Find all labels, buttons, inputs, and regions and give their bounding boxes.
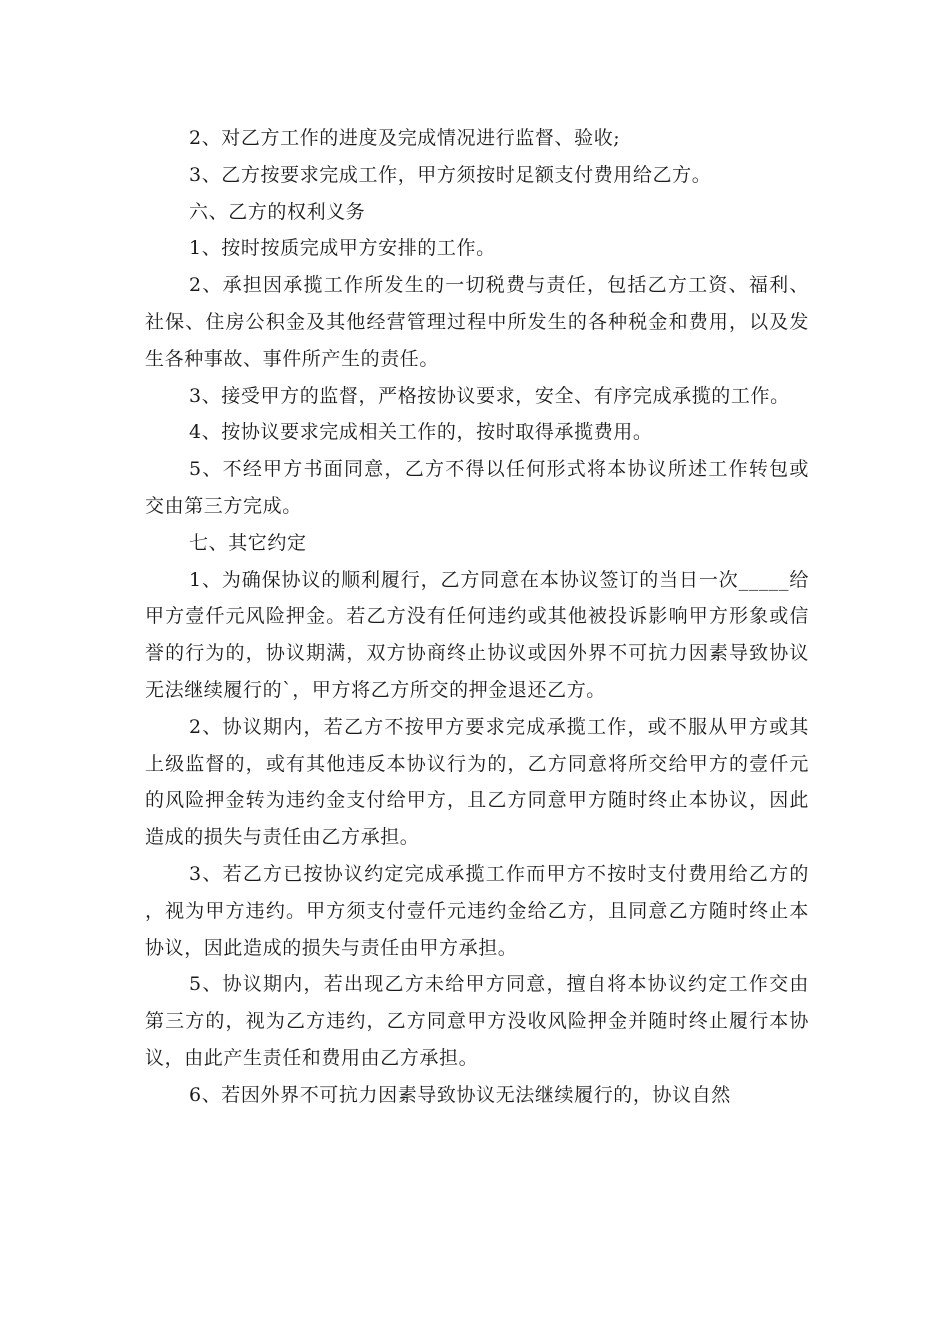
paragraph-clause-1-work-quality: 1、按时按质完成甲方安排的工作。 [189,237,496,260]
paragraph-clause-3-breach-party-a: 3、若乙方已按协议约定完成承揽工作而甲方不按时支付费用给乙方的，视为甲方违约。甲方须支付壹仟元违约金给乙方，且同意乙方随时终止本协议，因此造成的损失与责任由甲方承担。 [145,862,809,959]
paragraph-clause-3-payment: 3、乙方按要求完成工作，甲方须按时足额支付费用给乙方。 [189,163,712,186]
paragraph-clause-3-accept-supervision: 3、接受甲方的监督，严格按协议要求，安全、有序完成承揽的工作。 [189,384,790,407]
document-body [145,120,809,1114]
paragraph-clause-4-receive-fees: 4、按协议要求完成相关工作的，按时取得承揽费用。 [189,421,653,444]
paragraph-clause-2-breach-party-b: 2、协议期内，若乙方不按甲方要求完成承揽工作，或不服从甲方或其上级监督的，或有其他违反本协议行为的，乙方同意将所交给甲方的壹仟元的风险押金转为违约金支付给甲方，且乙方同意甲方随时终止本协议，因此造成的损失与责任由乙方承担。 [145,715,809,849]
paragraph-clause-5-third-party: 5、协议期内，若出现乙方未给甲方同意，擅自将本协议约定工作交由第三方的，视为乙方违约，乙方同意甲方没收风险押金并随时终止履行本协议，由此产生责任和费用由乙方承担。 [145,973,809,1069]
section-heading-party-b-rights: 六、乙方的权利义务 [189,200,366,223]
paragraph-clause-6-force-majeure: 6、若因外界不可抗力因素导致协议无法继续履行的，协议自然 [189,1083,731,1106]
paragraph-clause-1-deposit: 1、为确保协议的顺利履行，乙方同意在本协议签订的当日一次_____给甲方壹仟元风险押金。若乙方没有任何违约或其他被投诉影响甲方形象或信誉的行为的，协议期满，双方协商终止协议或因外界不可抗力因素导致协议无法继续履行的`，甲方将乙方所交的押金退还乙方。 [145,568,809,701]
paragraph-clause-2-taxes-liability: 2、承担因承揽工作所发生的一切税费与责任，包括乙方工资、福利、社保、住房公积金及其他经营管理过程中所发生的各种税金和费用，以及发生各种事故、事件所产生的责任。 [145,274,809,370]
paragraph-clause-2-supervision: 2、对乙方工作的进度及完成情况进行监督、验收; [189,127,621,149]
section-heading-other-agreements: 七、其它约定 [189,531,307,554]
paragraph-clause-5-no-subcontract: 5、不经甲方书面同意，乙方不得以任何形式将本协议所述工作转包或交由第三方完成。 [145,458,809,517]
